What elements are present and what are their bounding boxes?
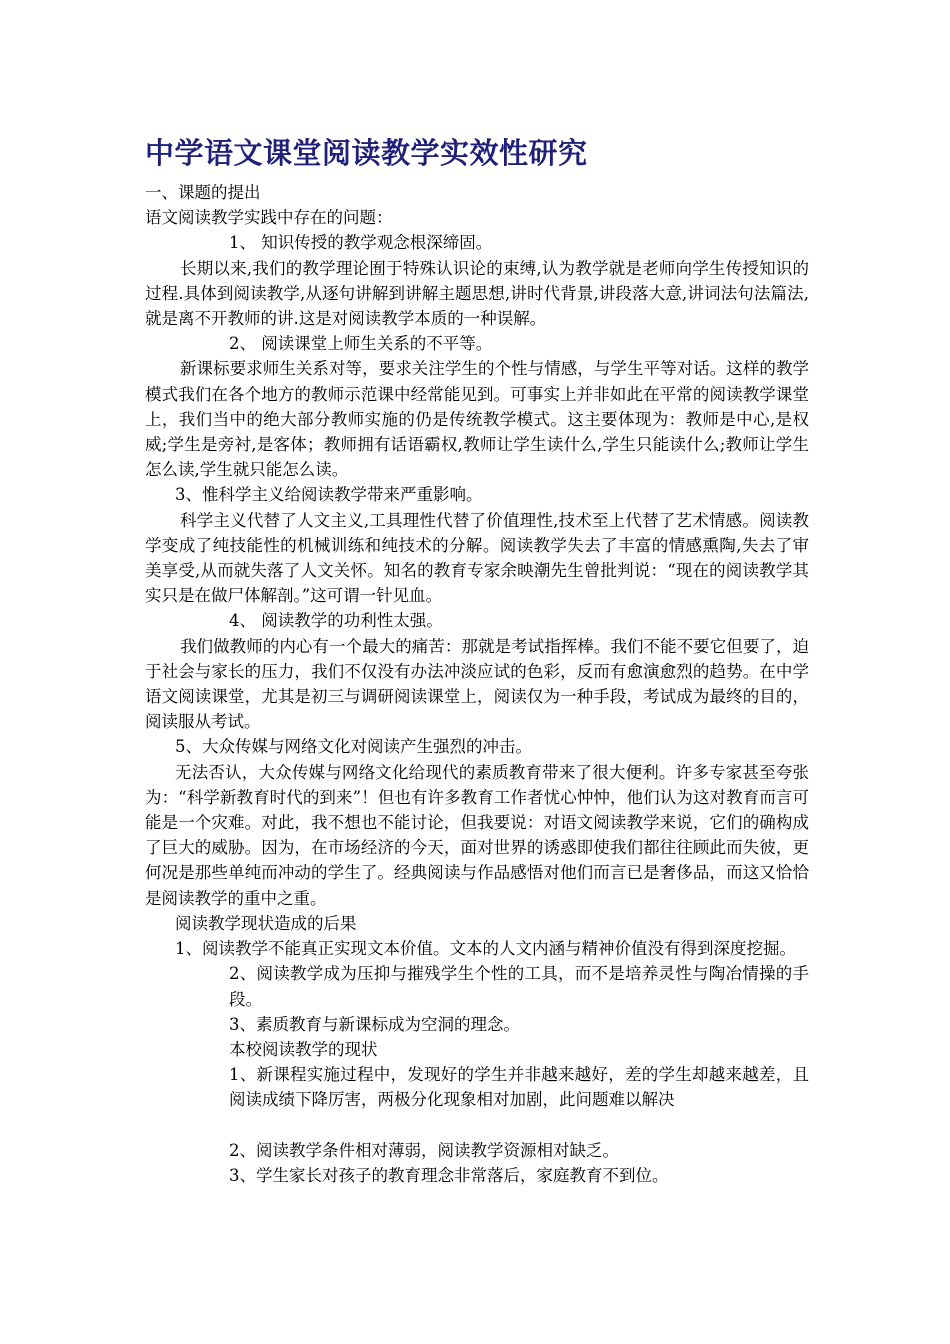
problem-3-heading: 3、惟科学主义给阅读教学带来严重影响。: [175, 485, 483, 505]
status-heading: 本校阅读教学的现状: [229, 1039, 378, 1059]
document-page: [145, 130, 809, 1188]
problem-4-body: 我们做教师的内心有一个最大的痛苦：那就是考试指挥棒。我们不能不要它但要了，迫于社会与家长的压力，我们不仅没有办法冲淡应试的色彩，反而有愈演愈烈的趋势。在中学语文阅读课堂，尤其是初三与调研阅读课堂上，阅读仅为一种手段，考试成为最终的目的，阅读服从考试。: [145, 636, 809, 732]
consequence-1: 1、阅读教学不能真正实现文本价值。文本的人文内涵与精神价值没有得到深度挖掘。: [175, 939, 796, 959]
problem-4-heading: 4、 阅读教学的功利性太强。: [229, 611, 443, 631]
status-2: 2、阅读教学条件相对薄弱，阅读教学资源相对缺乏。: [229, 1140, 619, 1160]
consequences-heading: 阅读教学现状造成的后果: [175, 913, 357, 933]
problem-1-heading: 1、 知识传授的教学观念根深缔固。: [229, 233, 493, 253]
problems-intro: 语文阅读教学实践中存在的问题：: [145, 208, 393, 228]
status-3: 3、学生家长对孩子的教育理念非常落后，家庭教育不到位。: [229, 1165, 669, 1185]
document-title: 中学语文课堂阅读教学实效性研究: [145, 136, 588, 170]
blank-line: [145, 1113, 809, 1138]
problem-1-body: 长期以来,我们的教学理论囿于特殊认识论的束缚,认为教学就是老师向学生传授知识的过程.具体到阅读教学,从逐句讲解到讲解主题思想,讲时代背景,讲段落大意,讲词法句法篇法,就是离不开教师的讲.这是对阅读教学本质的一种误解。: [145, 258, 809, 329]
problem-2-body: 新课标要求师生关系对等，要求关注学生的个性与情感，与学生平等对话。这样的教学模式我们在各个地方的教师示范课中经常能见到。可事实上并非如此在平常的阅读教学课堂上，我们当中的绝大部分教师实施的仍是传统教学模式。这主要体现为：教师是中心,是权威;学生是旁衬,是客体；教师拥有话语霸权,教师让学生读什么,学生只能读什么;教师让学生怎么读,学生就只能怎么读。: [145, 359, 809, 480]
consequence-3: 3、素质教育与新课标成为空洞的理念。: [229, 1014, 520, 1034]
problem-3-body: 科学主义代替了人文主义,工具理性代替了价值理性,技术至上代替了艺术情感。阅读教学变成了纯技能性的机械训练和纯技术的分解。阅读教学失去了丰富的情感熏陶,失去了审美享受,从而就失落了人文关怀。知名的教育专家余映潮先生曾批判说：“现在的阅读教学其实只是在做尸体解剖。”这可谓一针见血。: [145, 510, 809, 606]
consequence-2: 2、阅读教学成为压抑与摧残学生个性的工具，而不是培养灵性与陶冶情操的手段。: [229, 964, 809, 1009]
problem-5-heading: 5、大众传媒与网络文化对阅读产生强烈的冲击。: [175, 737, 532, 757]
section-heading: 一、课题的提出: [145, 183, 261, 202]
status-1: 1、新课程实施过程中，发现好的学生并非越来越好，差的学生却越来越差，且阅读成绩下降厉害，两极分化现象相对加剧，此问题难以解决: [229, 1065, 809, 1110]
problem-5-body: 无法否认，大众传媒与网络文化给现代的素质教育带来了很大便利。许多专家甚至夸张为：“科学新教育时代的到来”！但也有许多教育工作者忧心忡忡，他们认为这对教育而言可能是一个灾难。对此，我不想也不能讨论，但我要说：对语文阅读教学来说，它们的确构成了巨大的威胁。因为，在市场经济的今天，面对世界的诱惑即使我们都往往顾此而失彼，更何况是那些单纯而冲动的学生了。经典阅读与作品感悟对他们而言已是奢侈品，而这又恰恰是阅读教学的重中之重。: [145, 762, 809, 908]
problem-2-heading: 2、 阅读课堂上师生关系的不平等。: [229, 334, 493, 354]
